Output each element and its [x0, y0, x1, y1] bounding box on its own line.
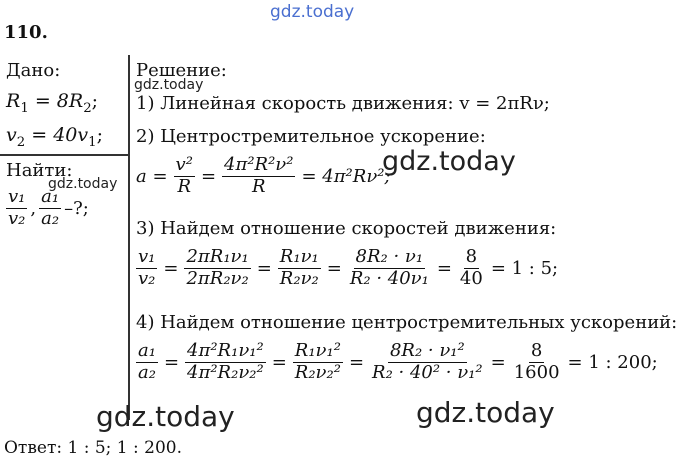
watermark-top: gdz.today [270, 2, 355, 22]
step-4: 4) Найдем отношение центростремительных ускорений: [136, 312, 677, 333]
find-label: Найти: [6, 160, 73, 181]
find-expression: $\frac{\text{v₁}}{\text{v₂}}$ , $\frac{\text{a₁}}{\text{a₂}}$ –?; [8, 186, 89, 229]
watermark-big-1: gdz.today [382, 146, 516, 177]
watermark-solution: gdz.today [134, 77, 204, 93]
watermark-big-2: gdz.today [96, 400, 235, 433]
step-2: 2) Центростремительное ускорение: [136, 126, 486, 147]
given-line-1: $R_1 = 8R_2$; [6, 90, 99, 116]
watermark-find: gdz.today [48, 176, 118, 192]
solution-label: Решение: [136, 60, 227, 81]
equation-3: $\frac{\text{v₁}}{\text{v₂}}$ = $\frac{\text{2πR₁ν₁}}{\text{2πR₂ν₂}}$ = $\frac{\text{R₁ν₁}}{\text{R₂ν₂}}$ = $\frac{\text{8R₂ · ν₁}}{\text{R₂ · 40ν₁}}$ = $\frac{8}{40}$ = 1 : 5; [138, 246, 559, 289]
answer-line: Ответ: 1 : 5; 1 : 200. [4, 438, 183, 458]
vertical-divider [128, 55, 130, 420]
equation-2: a = $\frac{\text{v²}}{R}$ = $\frac{\text{4π²R²ν²}}{R}$ = 4π²Rν²; [136, 154, 391, 197]
equation-4: $\frac{\text{a₁}}{\text{a₂}}$ = $\frac{\text{4π²R₁ν₁²}}{\text{4π²R₂ν₂²}}$ = $\frac{\text{R₁ν₁²}}{\text{R₂ν₂²}}$ = $\frac{\text{8R₂ · ν₁²}}{\text{R₂ · 40² · ν₁²}}$ = $\frac{8}{1600}$ = 1 : 200; [138, 340, 658, 383]
watermark-big-3: gdz.today [416, 396, 555, 429]
step-3: 3) Найдем отношение скоростей движения: [136, 218, 557, 239]
given-divider [0, 154, 128, 156]
problem-number: 110. [4, 22, 48, 43]
step-1: 1) Линейная скорость движения: v = 2πRν; [136, 93, 550, 114]
given-line-2: $v_2 = 40v_1$; [6, 124, 103, 150]
given-label: Дано: [6, 60, 61, 81]
